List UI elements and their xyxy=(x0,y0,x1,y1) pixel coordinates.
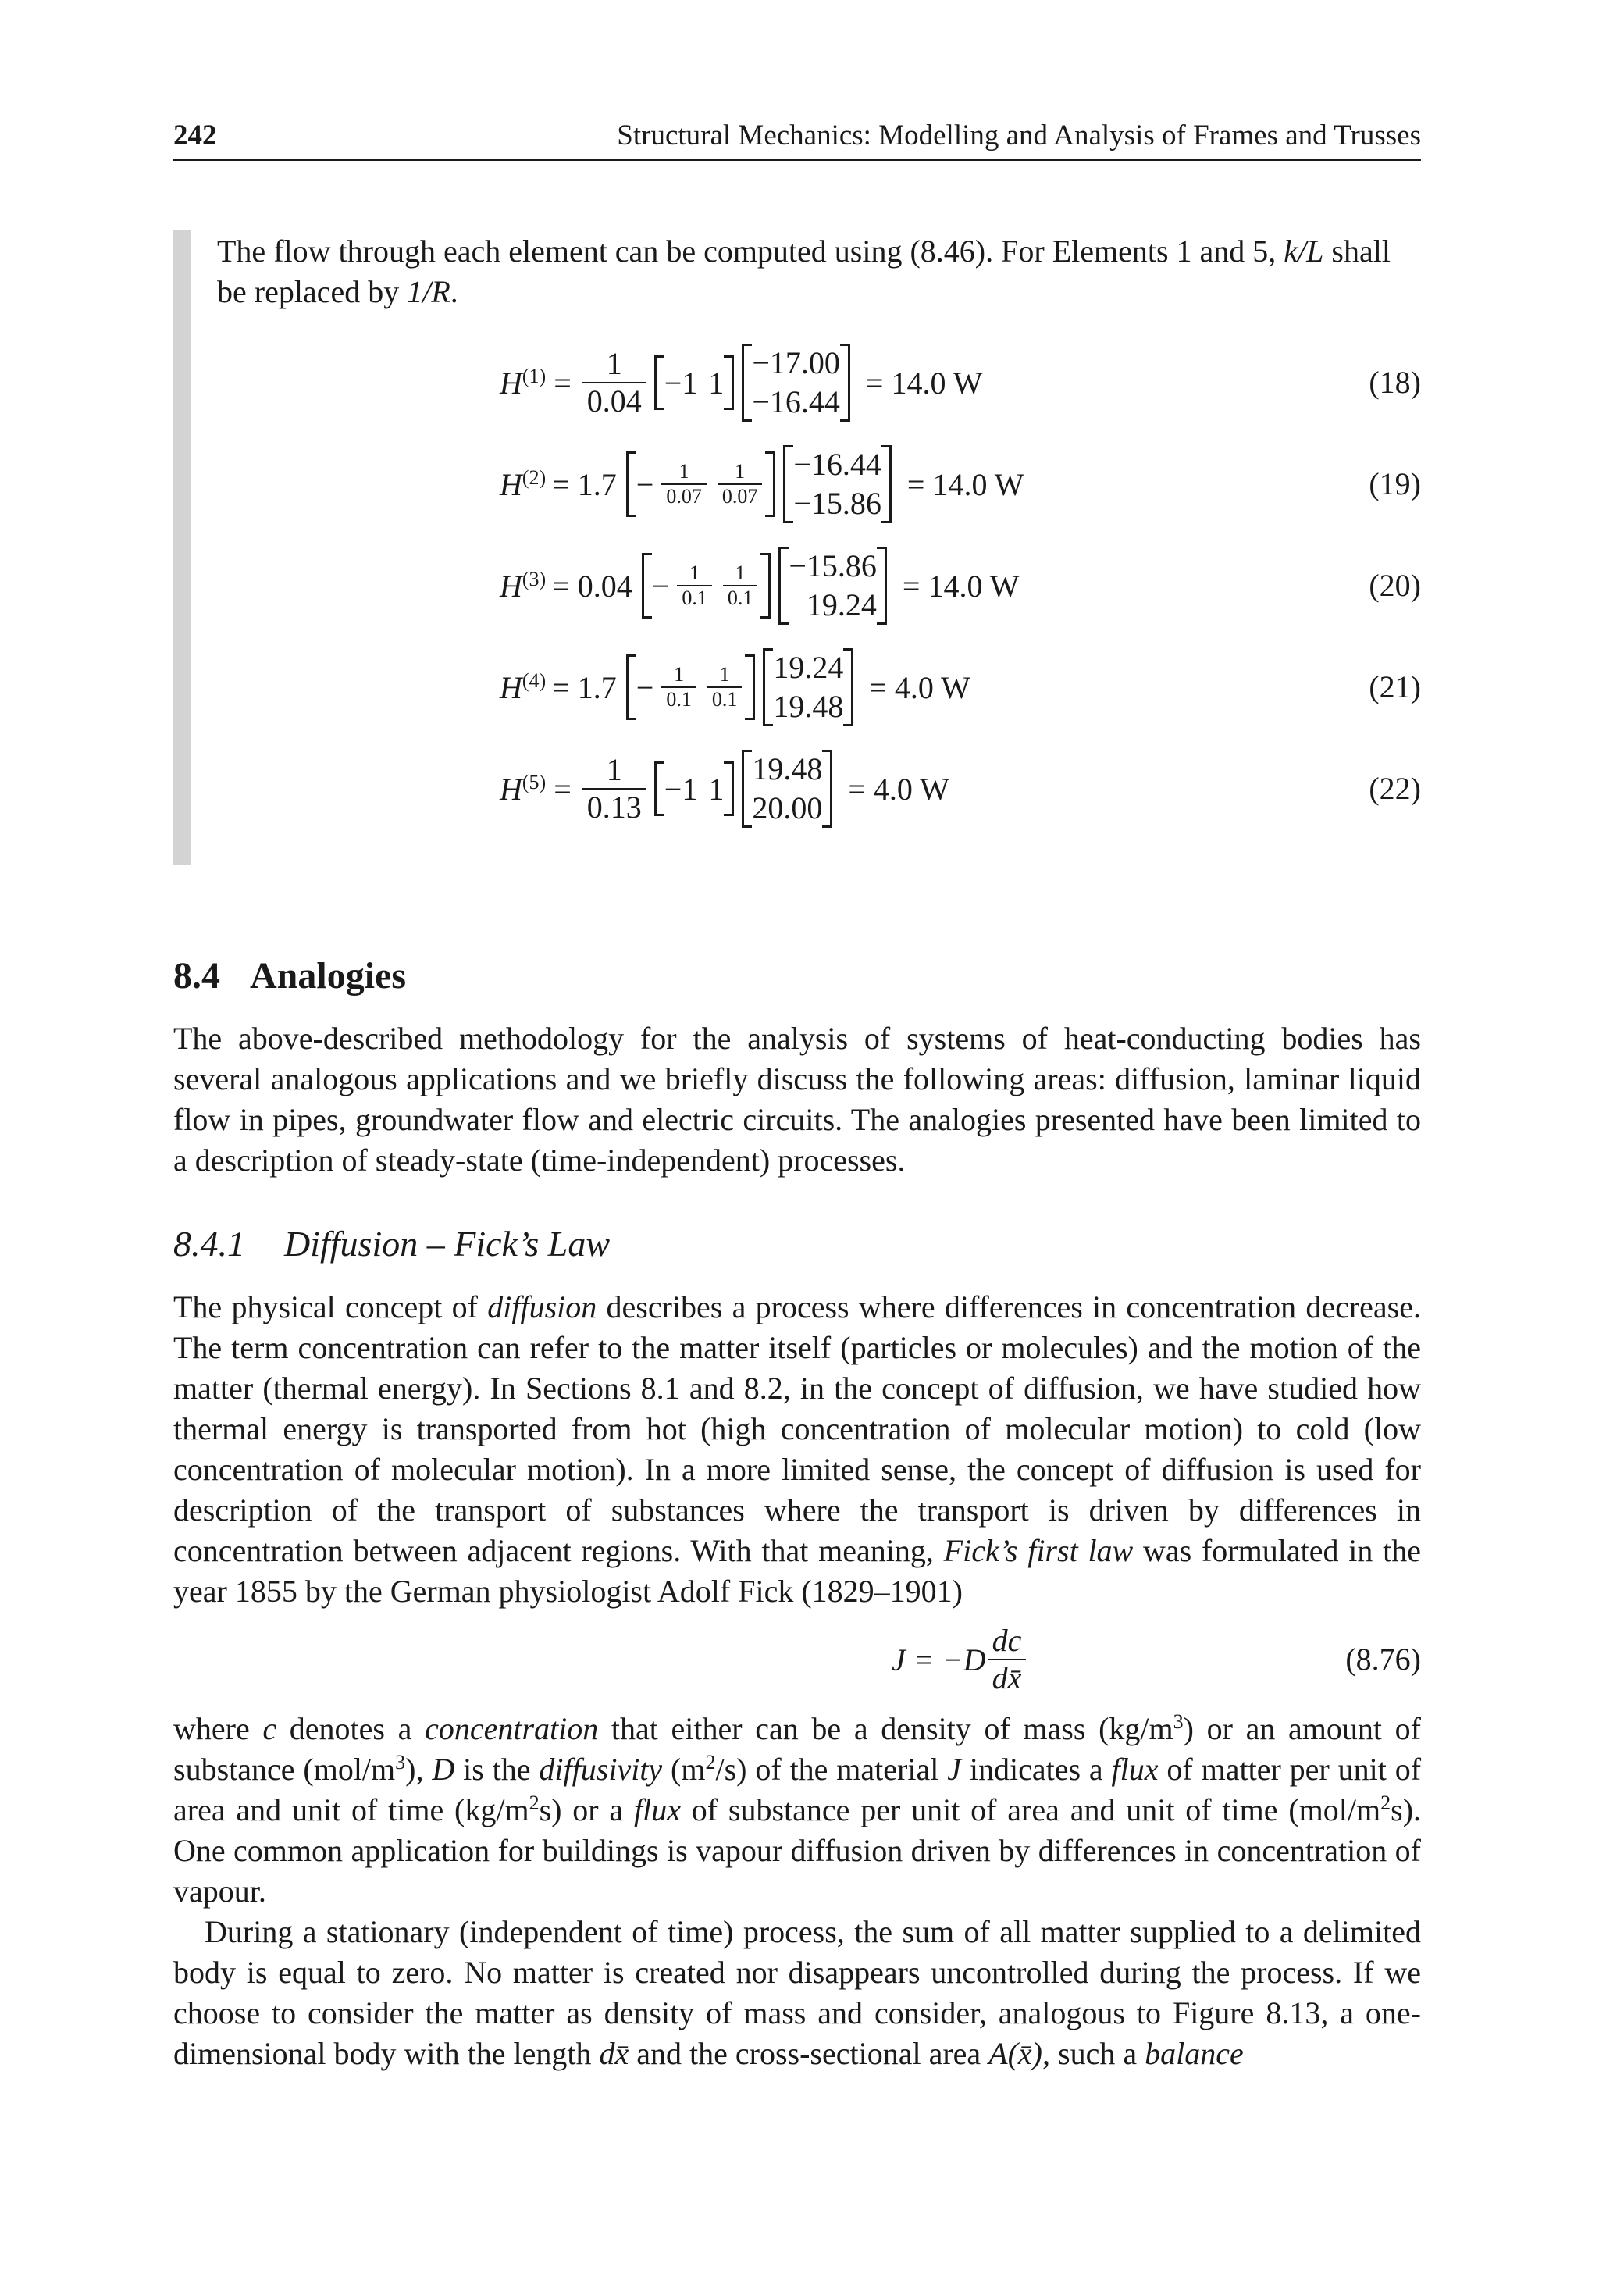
equation-20 xyxy=(500,539,1421,633)
equation-result: = 14.0 W xyxy=(906,466,1024,502)
equation-result: = 14.0 W xyxy=(902,568,1020,604)
subsection-title: Diffusion – Fick’s Law xyxy=(284,1224,611,1264)
equation-8-76 xyxy=(173,1617,1421,1702)
equation-result: = 14.0 W xyxy=(865,365,983,401)
equation-lhs: $H^{(2)}$ xyxy=(500,465,547,502)
factor-fraction: $\frac{1}{0.04}$ xyxy=(582,346,646,419)
equation-22 xyxy=(500,742,1421,836)
equation-number: (21) xyxy=(1369,669,1421,704)
row-vector: −1 1 xyxy=(654,355,735,410)
intro-math-r: 1/R xyxy=(407,274,450,309)
intro-text: shall be replaced by xyxy=(217,234,1391,309)
subsection-body-2 xyxy=(173,1709,1421,1912)
emphasis-flux: flux xyxy=(1111,1752,1159,1787)
equation-factor: = 1.7 xyxy=(552,669,617,705)
row-vector: − $\frac{1}{0.1}$ $\frac{1}{0.1}$ xyxy=(642,553,771,619)
column-vector: −16.44 −15.86 xyxy=(783,445,892,523)
subsection-number: 8.4.1 xyxy=(173,1224,245,1264)
equation-21 xyxy=(500,640,1421,734)
row-vector: − $\frac{1}{0.07}$ $\frac{1}{0.07}$ xyxy=(626,451,776,517)
equation-lhs: $H^{(5)}$ = xyxy=(500,770,572,807)
section-title: Analogies xyxy=(250,955,407,996)
equation-result: = 4.0 W xyxy=(869,669,970,705)
equation-lhs: $H^{(1)}$ = xyxy=(500,364,572,401)
paragraph: During a stationary (independent of time) process, the sum of all matter supplied to a delimited body is equal to zero. No matter is created nor disappears uncontrolled during the process. If we choose to consider the matter as density of mass and consider, analogous to Figure 8.13, a one-dimensional body with the length dx̄ and the cross-sectional area A(x̄), such a balance xyxy=(173,1914,1421,2071)
equation-number: (18) xyxy=(1369,365,1421,400)
emphasis-concentration: concentration xyxy=(425,1711,599,1746)
intro-math-kl: k/L xyxy=(1284,234,1324,269)
column-vector: −17.00 −16.44 xyxy=(742,344,850,422)
section-body xyxy=(173,1018,1421,1181)
equation-lhs: $H^{(3)}$ xyxy=(500,567,547,604)
equation-number: (22) xyxy=(1369,771,1421,806)
equation-number: (19) xyxy=(1369,466,1421,501)
page-number: 242 xyxy=(173,119,217,152)
row-vector: −1 1 xyxy=(654,761,735,816)
emphasis-ficks-law: Fick’s first law xyxy=(943,1533,1134,1568)
subsection-heading xyxy=(173,1220,610,1268)
emphasis-diffusivity: diffusivity xyxy=(539,1752,663,1787)
emphasis-balance: balance xyxy=(1145,2036,1244,2071)
column-vector: 19.24 19.48 xyxy=(763,648,853,726)
paragraph: The physical concept of diffusion describes a process where differences in concentration decrease. The term concentration can refer to the matter itself (particles or molecules) and the motion of the matter (thermal energy). In Sections 8.1 and 8.2, in the concept of diffusion, we have studied how thermal energy is transported from hot (high concentration of molecular motion) to cold (low concentration of molecular motion). In a more limited sense, the concept of diffusion is used for description of the transport of substances where the transport is driven by differences in concentration between adjacent regions. With that meaning, Fick’s first law was formulated in the year 1855 by the German physiologist Adolf Fick (1829–1901) xyxy=(173,1289,1421,1609)
row-vector: − $\frac{1}{0.1}$ $\frac{1}{0.1}$ xyxy=(626,654,756,720)
emphasis-flux: flux xyxy=(634,1792,681,1827)
subsection-body-3 xyxy=(173,1912,1421,2074)
subsection-body-1 xyxy=(173,1287,1421,1612)
factor-fraction: $\frac{1}{0.13}$ xyxy=(582,752,646,825)
intro-text: . xyxy=(450,274,458,309)
equation-result: = 4.0 W xyxy=(848,771,949,807)
emphasis-diffusion: diffusion xyxy=(487,1289,597,1324)
equation-lhs: $H^{(4)}$ xyxy=(500,668,547,705)
intro-text: The flow through each element can be computed using (8.46). For Elements 1 and 5, xyxy=(217,234,1284,269)
equation-number: (8.76) xyxy=(1345,1642,1421,1677)
running-title: Structural Mechanics: Modelling and Analysis of Frames and Trusses xyxy=(617,119,1421,152)
paragraph: The above-described methodology for the analysis of systems of heat-conducting bodies has several analogous applications and we briefly discuss the following areas: diffusion, laminar liquid flow in pipes, groundwater flow and electric circuits. The analogies presented have been limited to a description of steady-state (time-independent) processes. xyxy=(173,1021,1421,1178)
equation-18 xyxy=(500,336,1421,430)
section-heading xyxy=(173,951,406,1001)
equation-factor: = 1.7 xyxy=(552,466,617,502)
equation-lhs: J = −D xyxy=(892,1642,986,1677)
equation-19 xyxy=(500,437,1421,531)
column-vector: 19.48 20.00 xyxy=(742,750,832,828)
section-number: 8.4 xyxy=(173,955,220,996)
derivative-fraction: $\frac{dc}{dx̄}$ xyxy=(988,1623,1027,1696)
running-header xyxy=(173,116,1421,161)
equation-number: (20) xyxy=(1369,568,1421,603)
example-margin-bar xyxy=(173,230,191,865)
equation-factor: = 0.04 xyxy=(552,568,632,604)
paragraph: where c denotes a concentration that either can be a density of mass $(kg/m^3)$ or an amount of substance $(mol/m^3)$, D is the diffusivity $(m^2/s)$ of the material J indicates a flux of matter per unit of area and unit of time $(kg/m^2s)$ or a flux of substance per unit of area and unit of time $(mol/m^2s)$. One common application for buildings is vapour diffusion driven by differences in concentration of vapour. xyxy=(173,1710,1422,1909)
example-intro xyxy=(217,231,1421,312)
column-vector: −15.86 19.24 xyxy=(778,547,887,625)
